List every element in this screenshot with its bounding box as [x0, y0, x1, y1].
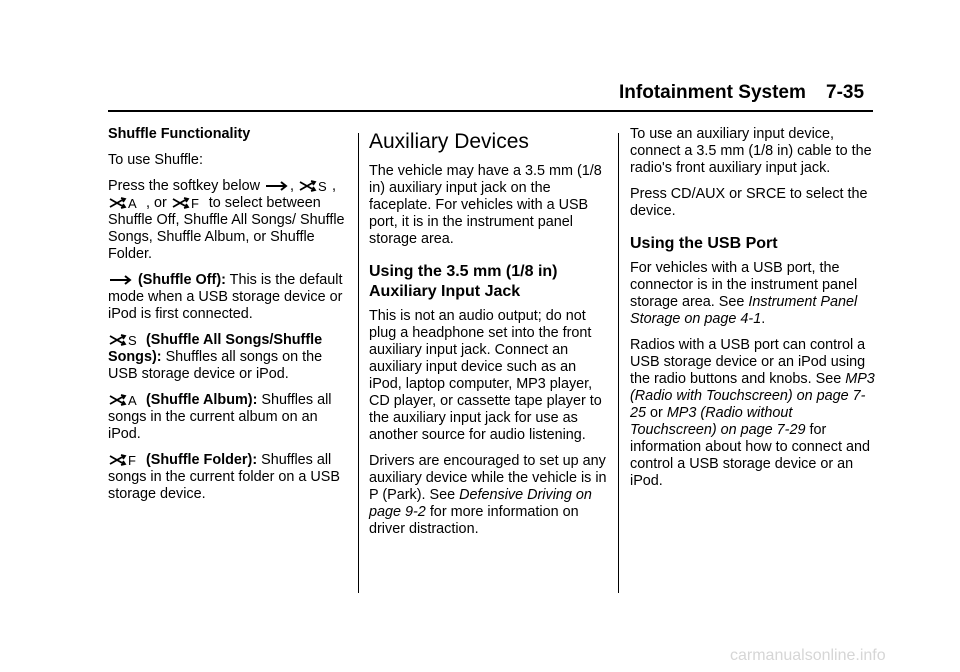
shuffle-subhead: Shuffle Functionality: [108, 126, 251, 142]
shuffle-folder-icon: [109, 453, 141, 467]
watermark: carmanualsonline.info: [730, 647, 886, 664]
svg-text:S: S: [317, 179, 327, 193]
mp3-no-touchscreen-reference: MP3 (Radio without Touchscreen) on page 7-29: [630, 405, 806, 438]
shuffle-folder-icon: [172, 196, 204, 210]
shuffle-all-item: S (Shuffle All Songs/Shuffle Songs): Shuffles all songs on the USB storage device or iPod.: [108, 332, 323, 382]
usb-location-paragraph: For vehicles with a USB port, the connector is in the instrument panel storage area. See Instrument Panel Storage on page 4-1.: [630, 260, 858, 327]
shuffle-all-songs-icon: [299, 179, 331, 193]
shuffle-album-item: A (Shuffle Album): Shuffles all songs in the current album on an iPod.: [108, 392, 332, 442]
column-shuffle: [108, 126, 348, 512]
column-auxiliary: [369, 126, 609, 547]
section-title: Infotainment System: [619, 82, 806, 103]
shuffle-instructions: Press the softkey below , S , A , or F to select between Shuffle Off, Shuffle All Songs/ Shuffle Songs, Shuffle Album, or Shuffle Folder.: [108, 178, 345, 262]
aux-jack-paragraph: This is not an audio output; do not plug a headphone set into the front auxiliary input jack. Connect an auxiliary input device such as an iPod, laptop computer, MP3 player, CD player, or cassette tape player to the auxiliary input jack for use as another source for audio listening.: [369, 308, 602, 443]
svg-text:A: A: [128, 393, 137, 407]
svg-text:A: A: [128, 196, 137, 210]
page-number: 7-35: [826, 82, 865, 103]
shuffle-folder-item: F (Shuffle Folder): Shuffles all songs in the current folder on a USB storage device.: [108, 452, 340, 502]
usb-port-heading: Using the USB Port: [630, 235, 778, 252]
auxiliary-intro: The vehicle may have a 3.5 mm (1/8 in) auxiliary input jack on the faceplate. For vehicles with a USB port, it is in the instrument panel storage area.: [369, 163, 602, 247]
svg-text:S: S: [128, 333, 137, 347]
column-divider-1: [358, 133, 359, 593]
instrument-panel-reference: Instrument Panel Storage on page 4-1: [630, 294, 858, 327]
select-device-paragraph: Press CD/AUX or SRCE to select the device.: [630, 186, 868, 219]
auxiliary-devices-heading: Auxiliary Devices: [369, 130, 529, 153]
shuffle-album-icon: [109, 393, 141, 407]
defensive-driving-reference: Defensive Driving on page 9-2: [369, 487, 592, 520]
aux-jack-heading: Using the 3.5 mm (1/8 in) Auxiliary Input Jack: [369, 263, 558, 300]
shuffle-off-item: (Shuffle Off): This is the default mode when a USB storage device or iPod is first connected.: [108, 272, 343, 322]
column-usb: [630, 126, 875, 499]
shuffle-off-icon: [265, 179, 289, 193]
header-rule: [108, 110, 873, 112]
shuffle-intro: To use Shuffle:: [108, 152, 203, 168]
aux-cable-paragraph: To use an auxiliary input device, connect a 3.5 mm (1/8 in) cable to the radio's front auxiliary input jack.: [630, 126, 872, 176]
svg-text:F: F: [128, 453, 136, 467]
usb-control-paragraph: Radios with a USB port can control a USB storage device or an iPod using the radio buttons and knobs. See MP3 (Radio with Touchscreen) on page 7-25 or MP3 (Radio without Touchscreen) on page 7-29 for information about how to connect and control a USB storage device or an iPod.: [630, 337, 875, 489]
mp3-touchscreen-reference: MP3 (Radio with Touchscreen) on page 7-25: [630, 371, 875, 421]
shuffle-off-icon: [109, 273, 133, 287]
svg-text:F: F: [190, 196, 199, 210]
driver-distraction-paragraph: Drivers are encouraged to set up any auxiliary device while the vehicle is in P (Park). See Defensive Driving on page 9-2 for more information on driver distraction.: [369, 453, 607, 537]
column-divider-2: [618, 133, 619, 593]
shuffle-album-icon: [109, 196, 141, 210]
shuffle-all-songs-icon: [109, 333, 141, 347]
